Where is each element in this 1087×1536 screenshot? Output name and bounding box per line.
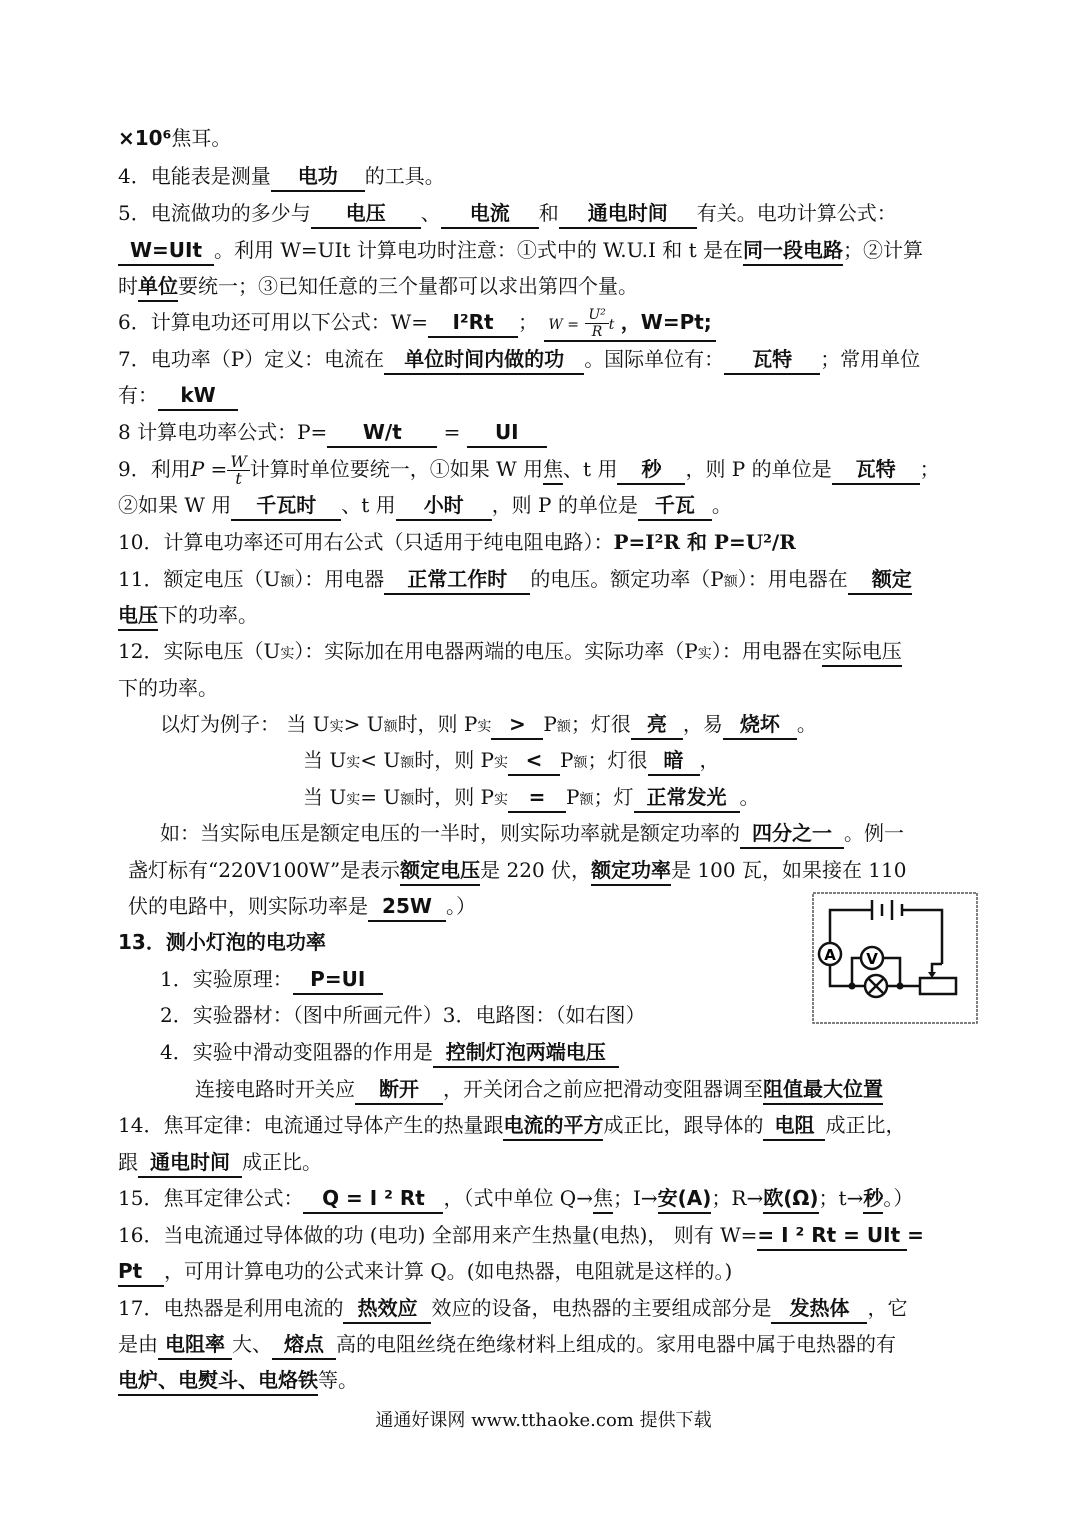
line-7b: 有： kW (118, 377, 238, 413)
circuit-diagram (812, 892, 978, 1024)
wire (902, 910, 942, 964)
blank-answer: 正常工作时 (384, 565, 530, 595)
wire (852, 958, 860, 986)
line-9: 9．利用P = $\frac{W}{t}$ 计算时单位要统一，①如果 W 用焦、t 用 秒 ，则 P 的单位是 瓦特 ； (118, 452, 940, 488)
blank-answer: kW (158, 381, 238, 411)
blank-answer: 正常发光 (634, 783, 740, 813)
remark-line-1: 如：当实际电压是额定电压的一半时，则实际功率就是额定功率的 四分之一 。例一 (160, 815, 904, 851)
blank-answer: 暗 (648, 746, 700, 776)
example-line-1: 以灯为例子： 当 U实> U额时，则 P实 > P额；灯很 亮 ，易 烧坏 。 (160, 706, 817, 742)
formula-fraction: $\frac{\text{U²}}{R}$ (585, 307, 608, 340)
remark-line-2: 盏灯标有“220V100W”是表示额定电压是 220 伏，额定功率是 100 瓦，如果接在 110 (128, 852, 906, 888)
blank-answer: 控制灯泡两端电压 (433, 1038, 619, 1068)
blank-answer: 电功 (271, 162, 365, 192)
line-12b: 下的功率。 (118, 676, 218, 700)
blank-answer: Q = I ² Rt (303, 1184, 443, 1214)
blank-answer: = (508, 783, 566, 813)
wire (830, 964, 852, 986)
line-17: 17．电热器是利用电流的 热效应 效应的设备，电热器的主要组成部分是 发热体 ，它 (118, 1290, 907, 1326)
blank-answer: 秒 (617, 455, 685, 485)
line-13-5: 连接电路时开关应 断开 ，开关闭合之前应把滑动变阻器调至阻值最大位置 (195, 1071, 883, 1107)
blank-answer: 熔点 (272, 1330, 336, 1360)
line-6: 6．计算电功还可用以下公式：W= I²Rt ； W = $\frac{\text{U²}}{R}$ t ，W=Pt; (118, 304, 716, 340)
blank-answer: 小时 (396, 491, 492, 521)
line-14: 14．焦耳定律：电流通过导体产生的热量跟电流的平方成正比，跟导体的 电阻 成正比， (118, 1107, 905, 1143)
blank-answer: 亮 (631, 710, 683, 740)
junction-dot (849, 983, 856, 990)
blank-answer: W/t (327, 418, 437, 448)
line-10: 10．计算电功率还可用右公式（只适用于纯电阻电路）：P=I²R 和 P=U²/R (118, 530, 796, 554)
blank-answer: 热效应 (343, 1294, 431, 1324)
blank-answer: 电阻 (763, 1111, 825, 1141)
rheostat-icon (920, 978, 956, 994)
blank-answer: 通电时间 (138, 1148, 242, 1178)
section-heading-13: 13．测小灯泡的电功率 (118, 930, 326, 954)
example-line-3: 当 U实= U额时，则 P实 = P额；灯 正常发光 。 (303, 779, 760, 815)
blank-answer: 单位时间内做的功 (384, 345, 584, 375)
formula-fraction: $\frac{W}{t}$ (227, 454, 249, 487)
blank-answer: 烧坏 (723, 710, 797, 740)
line-17c: 电炉、电熨斗、电烙铁等。 (118, 1362, 358, 1398)
page-footer: 通通好课网 www.tthaoke.com 提供下载 (375, 1410, 712, 1431)
line-11b: 电压下的功率。 (118, 597, 258, 633)
blank-answer: 电阻率 (158, 1330, 232, 1360)
line-13-1: 1．实验原理： P=UI (160, 961, 383, 997)
blank-answer: W=UIt (118, 236, 214, 266)
ammeter-label: A (824, 946, 836, 964)
voltmeter-label: V (866, 950, 878, 968)
blank-answer: 瓦特 (832, 455, 920, 485)
line-5: 5．电流做功的多少与 电压 、 电流 和 通电时间 有关。电功计算公式： (118, 195, 897, 231)
line-13-2: 2．实验器材：（图中所画元件）3．电路图：（如右图） (160, 1003, 646, 1027)
blank-answer: 发热体 (771, 1294, 867, 1324)
line-1: ×10⁶焦耳。 (118, 126, 232, 150)
blank-answer: 电流 (441, 199, 539, 229)
blank-answer: 额定 (848, 565, 912, 595)
remark-line-3: 伏的电路中，则实际功率是 25W 。） (128, 888, 476, 924)
blank-answer: 瓦特 (724, 345, 820, 375)
blank-answer: I²Rt (428, 308, 518, 338)
blank-answer: P=UI (293, 965, 383, 995)
line-16: 16．当电流通过导体做的功 (电功) 全部用来产生热量(电热)， 则有 W== I ² Rt = UIt = (118, 1217, 907, 1253)
blank-answer: > (491, 710, 543, 740)
blank-answer: = I ² Rt = UIt = (757, 1221, 907, 1251)
line-9b: ②如果 W 用 千瓦时 、t 用 小时 ，则 P 的单位是 千瓦 。 (118, 487, 732, 523)
line-14b: 跟 通电时间 成正比。 (118, 1144, 322, 1180)
line-12: 12．实际电压（U实）：实际加在用电器两端的电压。实际功率（P实）：用电器在实际电压 (118, 633, 902, 669)
line-13-4: 4．实验中滑动变阻器的作用是 控制灯泡两端电压 (160, 1034, 619, 1070)
line-4: 4．电能表是测量 电功 的工具。 (118, 158, 445, 194)
line-17b: 是由 电阻率 大、 熔点 高的电阻丝绕在绝缘材料上组成的。家用电器中属于电热器的有 (118, 1326, 896, 1362)
blank-answer: 25W (368, 892, 446, 922)
line-15: 15．焦耳定律公式： Q = I ² Rt ，（式中单位 Q→焦；I→安(A)；R→欧(Ω)；t→秒。） (118, 1180, 913, 1216)
wire (830, 910, 872, 944)
blank-answer: 通电时间 (559, 199, 697, 229)
blank-answer: 四分之一 (740, 819, 844, 849)
blank-answer: UI (467, 418, 547, 448)
example-line-2: 当 U实< U额时，则 P实 < P额；灯很 暗 ， (303, 742, 720, 778)
line-7: 7．电功率（P）定义：电流在 单位时间内做的功 。国际单位有： 瓦特 ；常用单位 (118, 341, 920, 377)
line-11: 11．额定电压（U额）：用电器 正常工作时 的电压。额定功率（P额）：用电器在 额定 (118, 561, 912, 597)
blank-answer: 千瓦时 (231, 491, 341, 521)
line-16b: Pt ，可用计算电功的公式来计算 Q。(如电热器，电阻就是这样的。) (118, 1253, 732, 1289)
blank-answer: < (508, 746, 560, 776)
blank-answer: 千瓦 (638, 491, 712, 521)
line-5b: W=UIt 。利用 W=UIt 计算电功时注意：①式中的 W.U.I 和 t 是在同一段电路；②计算 (118, 232, 923, 268)
blank-answer: 断开 (355, 1075, 443, 1105)
blank-answer: Pt (118, 1257, 164, 1287)
junction-dot (897, 983, 904, 990)
line-5c: 时单位要统一；③已知任意的三个量都可以求出第四个量。 (118, 268, 638, 304)
blank-answer: 电压 (311, 199, 421, 229)
line-8: 8 计算电功率公式：P= W/t = UI (118, 414, 547, 450)
